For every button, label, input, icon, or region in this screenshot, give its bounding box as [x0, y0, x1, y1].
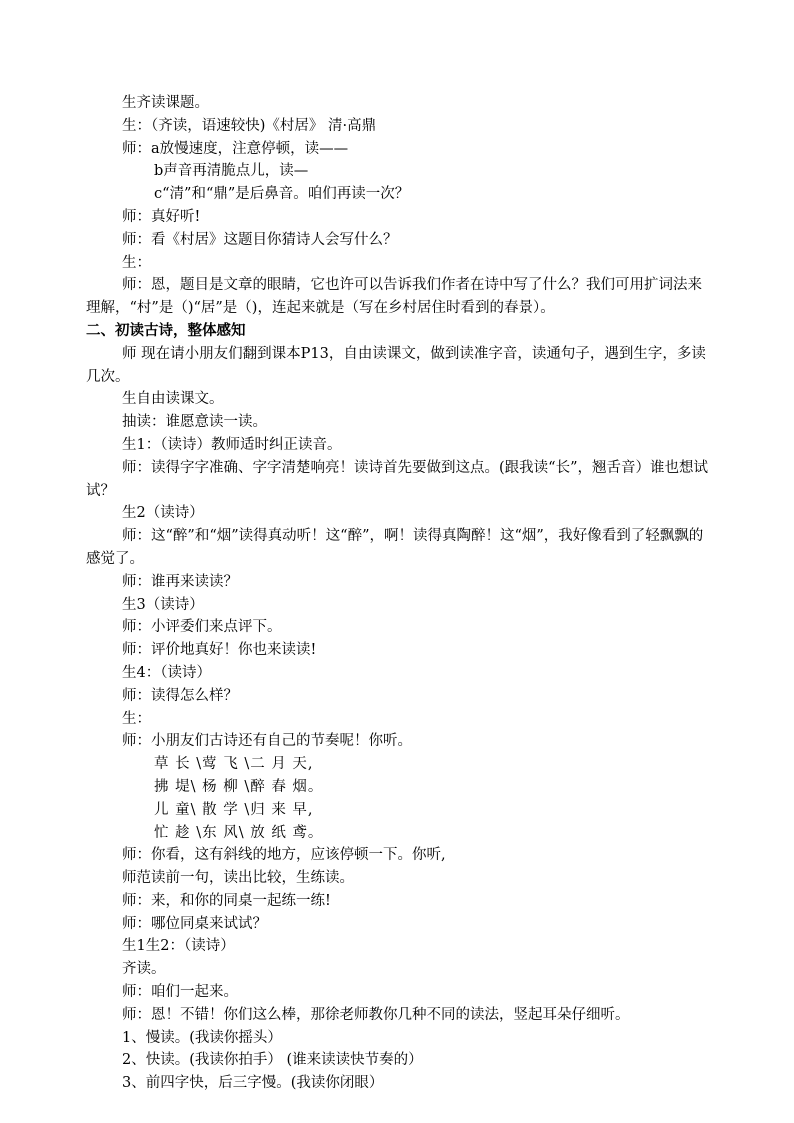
paragraph: 师：真好听!	[122, 208, 201, 225]
paragraph: 生4：（读诗）	[122, 664, 211, 681]
poem-line: 儿 童\ 散 学 \归 来 早,	[154, 801, 314, 818]
paragraph: 师：评价地真好！你也来读读!	[122, 642, 317, 659]
paragraph: 师：咱们一起来。	[122, 984, 238, 1001]
paragraph: c“清”和“鼎”是后鼻音。咱们再读一次？	[154, 186, 410, 203]
paragraph: 师：恩！不错！你们这么棒，那徐老师教你几种不同的读法，竖起耳朵仔细听。	[122, 1006, 630, 1023]
paragraph: 3、前四字快，后三字慢。(我读你闭眼）	[122, 1075, 384, 1092]
paragraph: 师范读前一句，读出比较，生练读。	[122, 870, 354, 887]
paragraph: 生：（齐读，语速较快)《村居》 清·高鼎	[122, 117, 377, 134]
paragraph: 师：a放慢速度，注意停顿，读——	[122, 140, 349, 157]
paragraph: 师：恩，题目是文章的眼睛，它也许可以告诉我们作者在诗中写了什么？我们可用扩词法来理解，“村”是（)“居”是（)，连起来就是（写在乡村居住时看到的春景）。	[86, 277, 702, 317]
paragraph: 师：看《村居》这题目你猜诗人会写什么？	[122, 231, 398, 248]
section-heading: 二、初读古诗，整体感知	[86, 321, 246, 339]
poem-line: 草 长 \莺 飞 \二 月 天,	[154, 756, 314, 773]
paragraph: 师：哪位同桌来试试？	[122, 915, 267, 932]
paragraph: 生自由读课文。	[122, 391, 224, 408]
paragraph: 生齐读课题。	[122, 95, 209, 111]
paragraph: 生：	[122, 254, 151, 271]
paragraph: 生1生2：（读诗）	[122, 938, 235, 955]
paragraph: 2、快读。(我读你拍手） (谁来读读快节奏的）	[122, 1052, 423, 1069]
paragraph: 师：谁再来读读？	[122, 573, 238, 590]
paragraph: 1、慢读。(我读你摇头）	[122, 1029, 282, 1046]
paragraph: 生：	[122, 710, 151, 727]
paragraph: 生2（读诗）	[122, 505, 204, 522]
paragraph: 生1：（读诗）教师适时纠正读音。	[122, 436, 342, 453]
paragraph: 师：这“醉”和“烟”读得真动听！这“醉”，啊！读得真陶醉！这“烟”，我好像看到了轻飘飘的感觉了。	[86, 528, 704, 567]
paragraph: 师：读得怎么样？	[122, 687, 238, 704]
paragraph: 齐读。	[122, 961, 166, 978]
paragraph: 生3（读诗）	[122, 596, 204, 613]
paragraph: 抽读：谁愿意读一读。	[122, 414, 267, 431]
paragraph: 师：小评委们来点评下。	[122, 619, 282, 636]
paragraph: 师：你看，这有斜线的地方，应该停顿一下。你听,	[122, 847, 446, 864]
lesson-transcript	[86, 92, 712, 1095]
paragraph: b声音再清脆点儿，读—	[154, 163, 309, 180]
paragraph: 师：读得字字准确、字字清楚响亮！读诗首先要做到这点。(跟我读“长”，翘舌音）谁也想试试？	[86, 459, 708, 499]
paragraph: 师：来，和你的同桌一起练一练!	[122, 892, 331, 909]
poem-line: 忙 趁 \东 风\ 放 纸 鸢。	[154, 824, 324, 841]
paragraph: 师 现在请小朋友们翻到课本P13，自由读课文，做到读准字音，读通句子，遇到生字，多读几次。	[86, 345, 706, 385]
paragraph: 师：小朋友们古诗还有自己的节奏呢！你听。	[122, 733, 412, 750]
poem-line: 拂 堤\ 杨 柳 \醉 春 烟。	[154, 778, 324, 795]
